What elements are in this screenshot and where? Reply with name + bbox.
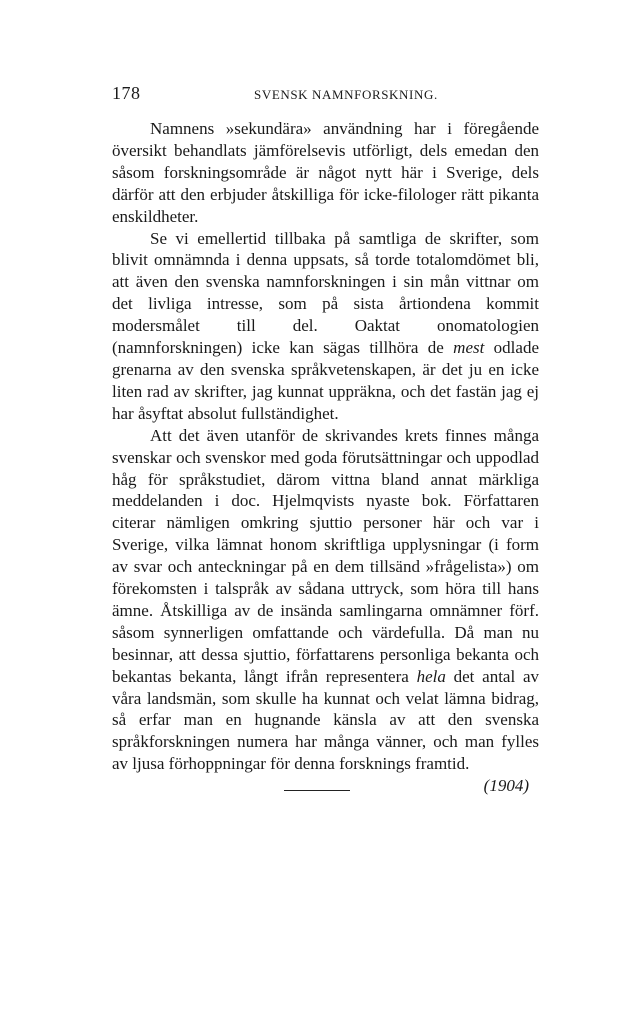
date-signature: (1904)	[483, 776, 529, 796]
section-end-rule	[284, 790, 350, 791]
paragraph-2	[112, 228, 539, 425]
emphasis-hela: hela	[416, 666, 446, 686]
paragraph-1: Namnens »sekundära» användning har i föregående översikt behandlats jämförelsevis utförligt, dels emedan den såsom forskningsområde är något nytt här i Sverige, dels därför att den erbjuder åtskilliga för icke-filologer rätt pikanta enskildheter.	[112, 119, 539, 226]
paragraph-2-part-a: Se vi emellertid tillbaka på samtliga de skrifter, som blivit omnämnda i denna uppsats, så torde totalomdömet bli, att även den svenska namnforskningen i sin mån vittnar om det livliga intresse, som på sista årtiondena kommit modersmålet till del. Oaktat onomatologien (namnforskningen) icke kan sägas tillhöra de	[112, 228, 539, 358]
paragraph-2-part-b: odlade grenarna av den svenska språkvetenskapen, är det ju en icke liten rad av skrifter, jag kunnat uppräkna, och det fastän jag ej har åsyftat absolut fullständighet.	[112, 338, 539, 423]
page-number: 178	[112, 83, 141, 103]
paragraph-3	[112, 425, 539, 776]
page-header	[112, 83, 540, 107]
running-title: SVENSK NAMNFORSKNING.	[254, 87, 438, 102]
emphasis-mest: mest	[453, 338, 485, 358]
paragraph-3-part-b: det antal av våra landsmän, som skulle ha kunnat och velat lämna bidrag, så erfar man en hugnande känsla av att den svenska språkforskningen numera har många vänner, och man fylles av ljusa förhoppningar för denna forsknings framtid.	[112, 666, 539, 774]
body-text	[112, 118, 539, 797]
paragraph-3-part-a: Att det även utanför de skrivandes krets finnes många svenskar och svenskor med goda förutsättningar och uppodlad håg för språkstudiet, därom vittna bland annat märkliga meddelanden i doc. Hjelmqvists nyaste bok. Författaren citerar nämligen omkring sjuttio personer här och var i Sverige, vilka lämnat honom skriftliga upplysningar (i form av svar och anteckningar på en dem tillsänd »frågelista») om förekomsten i talspråk av sådana uttryck, som höra till hans ämne. Åtskilliga av de insända samlingarna omnämner förf. såsom synnerligen omfattande och värdefulla. Då man nu besinnar, att dessa sjuttio, författarens personliga bekanta och bekantas bekanta, långt ifrån representera	[112, 425, 539, 686]
